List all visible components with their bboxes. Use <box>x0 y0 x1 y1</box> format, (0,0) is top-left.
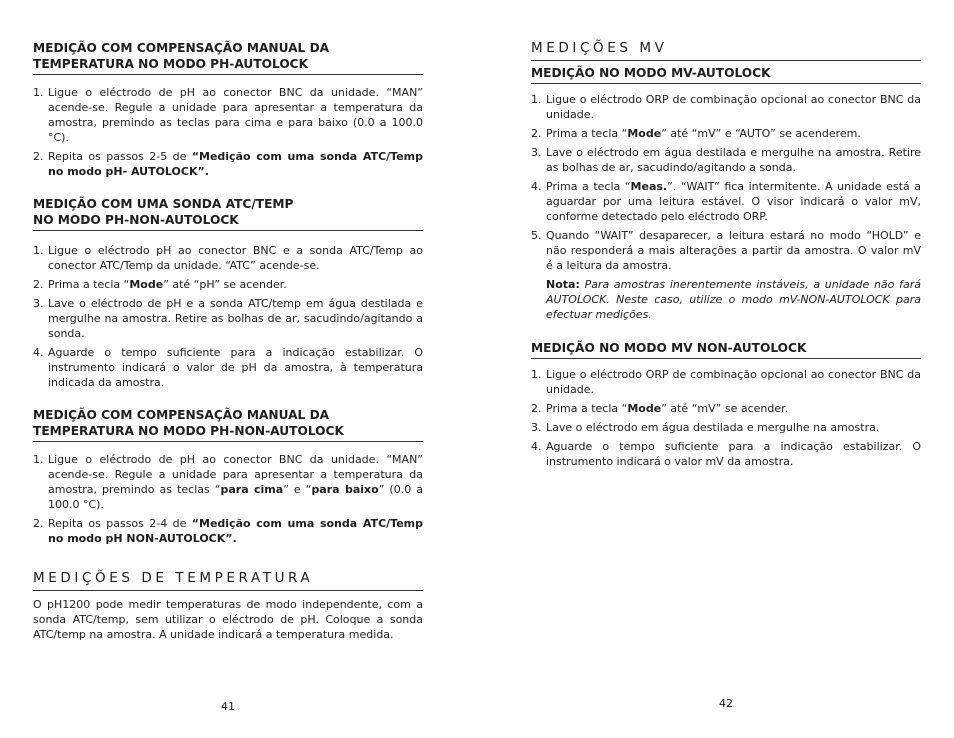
temperature-paragraph: O pH1200 pode medir temperaturas de modo independente, com a sonda ATC/temp, sem utilizar o eléctrodo de pH. Coloque a sonda ATC/temp na amostra. A unidade indicará a temperatura medida. <box>33 598 423 641</box>
list-manual-temp-autolock <box>33 85 423 179</box>
section-title-manual-temp-autolock: MEDIÇÃO COM COMPENSAÇÃO MANUAL DA TEMPERATURA NO MODO PH-AUTOLOCK <box>33 40 423 75</box>
list-item: 1. Ligue o eléctrodo ORP de combinação opcional ao conector BNC da unidade. <box>531 368 921 396</box>
heading-mv-measurements: MEDIÇÕES MV <box>531 40 921 61</box>
list-mv-autolock <box>531 92 921 273</box>
list-item: 5. Quando “WAIT” desaparecer, a leitura estará no modo “HOLD” e não responderá a mais alterações a partir da amostra. O valor mV é a leitura da amostra. <box>531 229 921 272</box>
heading-temperature-measurements: MEDIÇÕES DE TEMPERATURA <box>33 570 423 591</box>
list-item: 2. Repita os passos 2-4 de “Medição com uma sonda ATC/Temp no modo pH NON-AUTOLOCK”. <box>33 517 423 545</box>
list-item: 1. Ligue o eléctrodo de pH ao conector BNC da unidade. “MAN” acende-se. Regule a unidade para apresentar a temperatura da amostra, premindo as teclas para cima e para baixo (0.0 a 100.0 °C). <box>33 86 423 144</box>
list-manual-temp-non-autolock <box>33 452 423 546</box>
note-paragraph: Nota: Para amostras inerentemente instáveis, a unidade não fará AUTOLOCK. Neste caso, utilize o modo mV-NON-AUTOLOCK para efectuar medições. <box>546 278 921 321</box>
list-item: 2. Prima a tecla “Mode” até “mV” e “AUTO” se acenderem. <box>531 127 861 140</box>
section-title-mv-non-autolock: MEDIÇÃO NO MODO MV NON-AUTOLOCK <box>531 340 921 359</box>
right-page <box>531 40 921 469</box>
list-item: 2. Prima a tecla “Mode” até “pH” se acender. <box>33 278 287 291</box>
list-item: 1. Ligue o eléctrodo pH ao conector BNC e a sonda ATC/Temp ao conector ATC/Temp da unidade. “ATC” acende-se. <box>33 244 423 272</box>
list-item: 4. Aguarde o tempo suficiente para a indicação estabilizar. O instrumento indicará o valor de pH da amostra, à temperatura indicada da amostra. <box>33 346 423 389</box>
list-item: 3. Lave o eléctrodo de pH e a sonda ATC/temp em água destilada e mergulhe na amostra. Retire as bolhas de ar, sacudindo/agitando a sonda. <box>33 297 423 340</box>
list-item: 4. Prima a tecla “Meas.”. “WAIT” fica intermitente. A unidade está a aguardar por uma leitura estável. O visor indicará o valor mV, conforme detectado pelo eléctrodo ORP. <box>531 180 921 223</box>
section-title-manual-temp-non-autolock: MEDIÇÃO COM COMPENSAÇÃO MANUAL DA TEMPERATURA NO MODO PH-NON-AUTOLOCK <box>33 407 423 442</box>
list-item: 1. Ligue o eléctrodo de pH ao conector BNC da unidade. “MAN” acende-se. Regule a unidade para apresentar a temperatura da amostra, premindo as teclas “para cima” e “para baixo” (0.0 a 100.0 °C). <box>33 453 423 511</box>
list-item: 4. Aguarde o tempo suficiente para a indicação estabilizar. O instrumento indicará o valor mV da amostra. <box>531 440 921 468</box>
list-atc-non-autolock <box>33 243 423 390</box>
section-title-mv-autolock: MEDIÇÃO NO MODO MV-AUTOLOCK <box>531 65 921 84</box>
list-mv-non-autolock <box>531 367 921 469</box>
page-number-right: 42 <box>719 697 733 710</box>
list-item: 1. Ligue o eléctrodo ORP de combinação opcional ao conector BNC da unidade. <box>531 93 921 121</box>
list-item: 3. Lave o eléctrodo em água destilada e mergulhe na amostra. <box>531 421 880 434</box>
list-item: 2. Repita os passos 2-5 de “Medição com uma sonda ATC/Temp no modo pH- AUTOLOCK”. <box>33 150 423 178</box>
list-item: 2. Prima a tecla “Mode” até “mV” se acender. <box>531 402 789 415</box>
section-title-atc-non-autolock: MEDIÇÃO COM UMA SONDA ATC/TEMP NO MODO PH-NON-AUTOLOCK <box>33 196 423 231</box>
list-item: 3. Lave o eléctrodo em água destilada e mergulhe na amostra. Retire as bolhas de ar, sacudindo/agitando a sonda. <box>531 146 921 174</box>
left-page <box>33 40 423 642</box>
page-number-left: 41 <box>221 700 235 713</box>
